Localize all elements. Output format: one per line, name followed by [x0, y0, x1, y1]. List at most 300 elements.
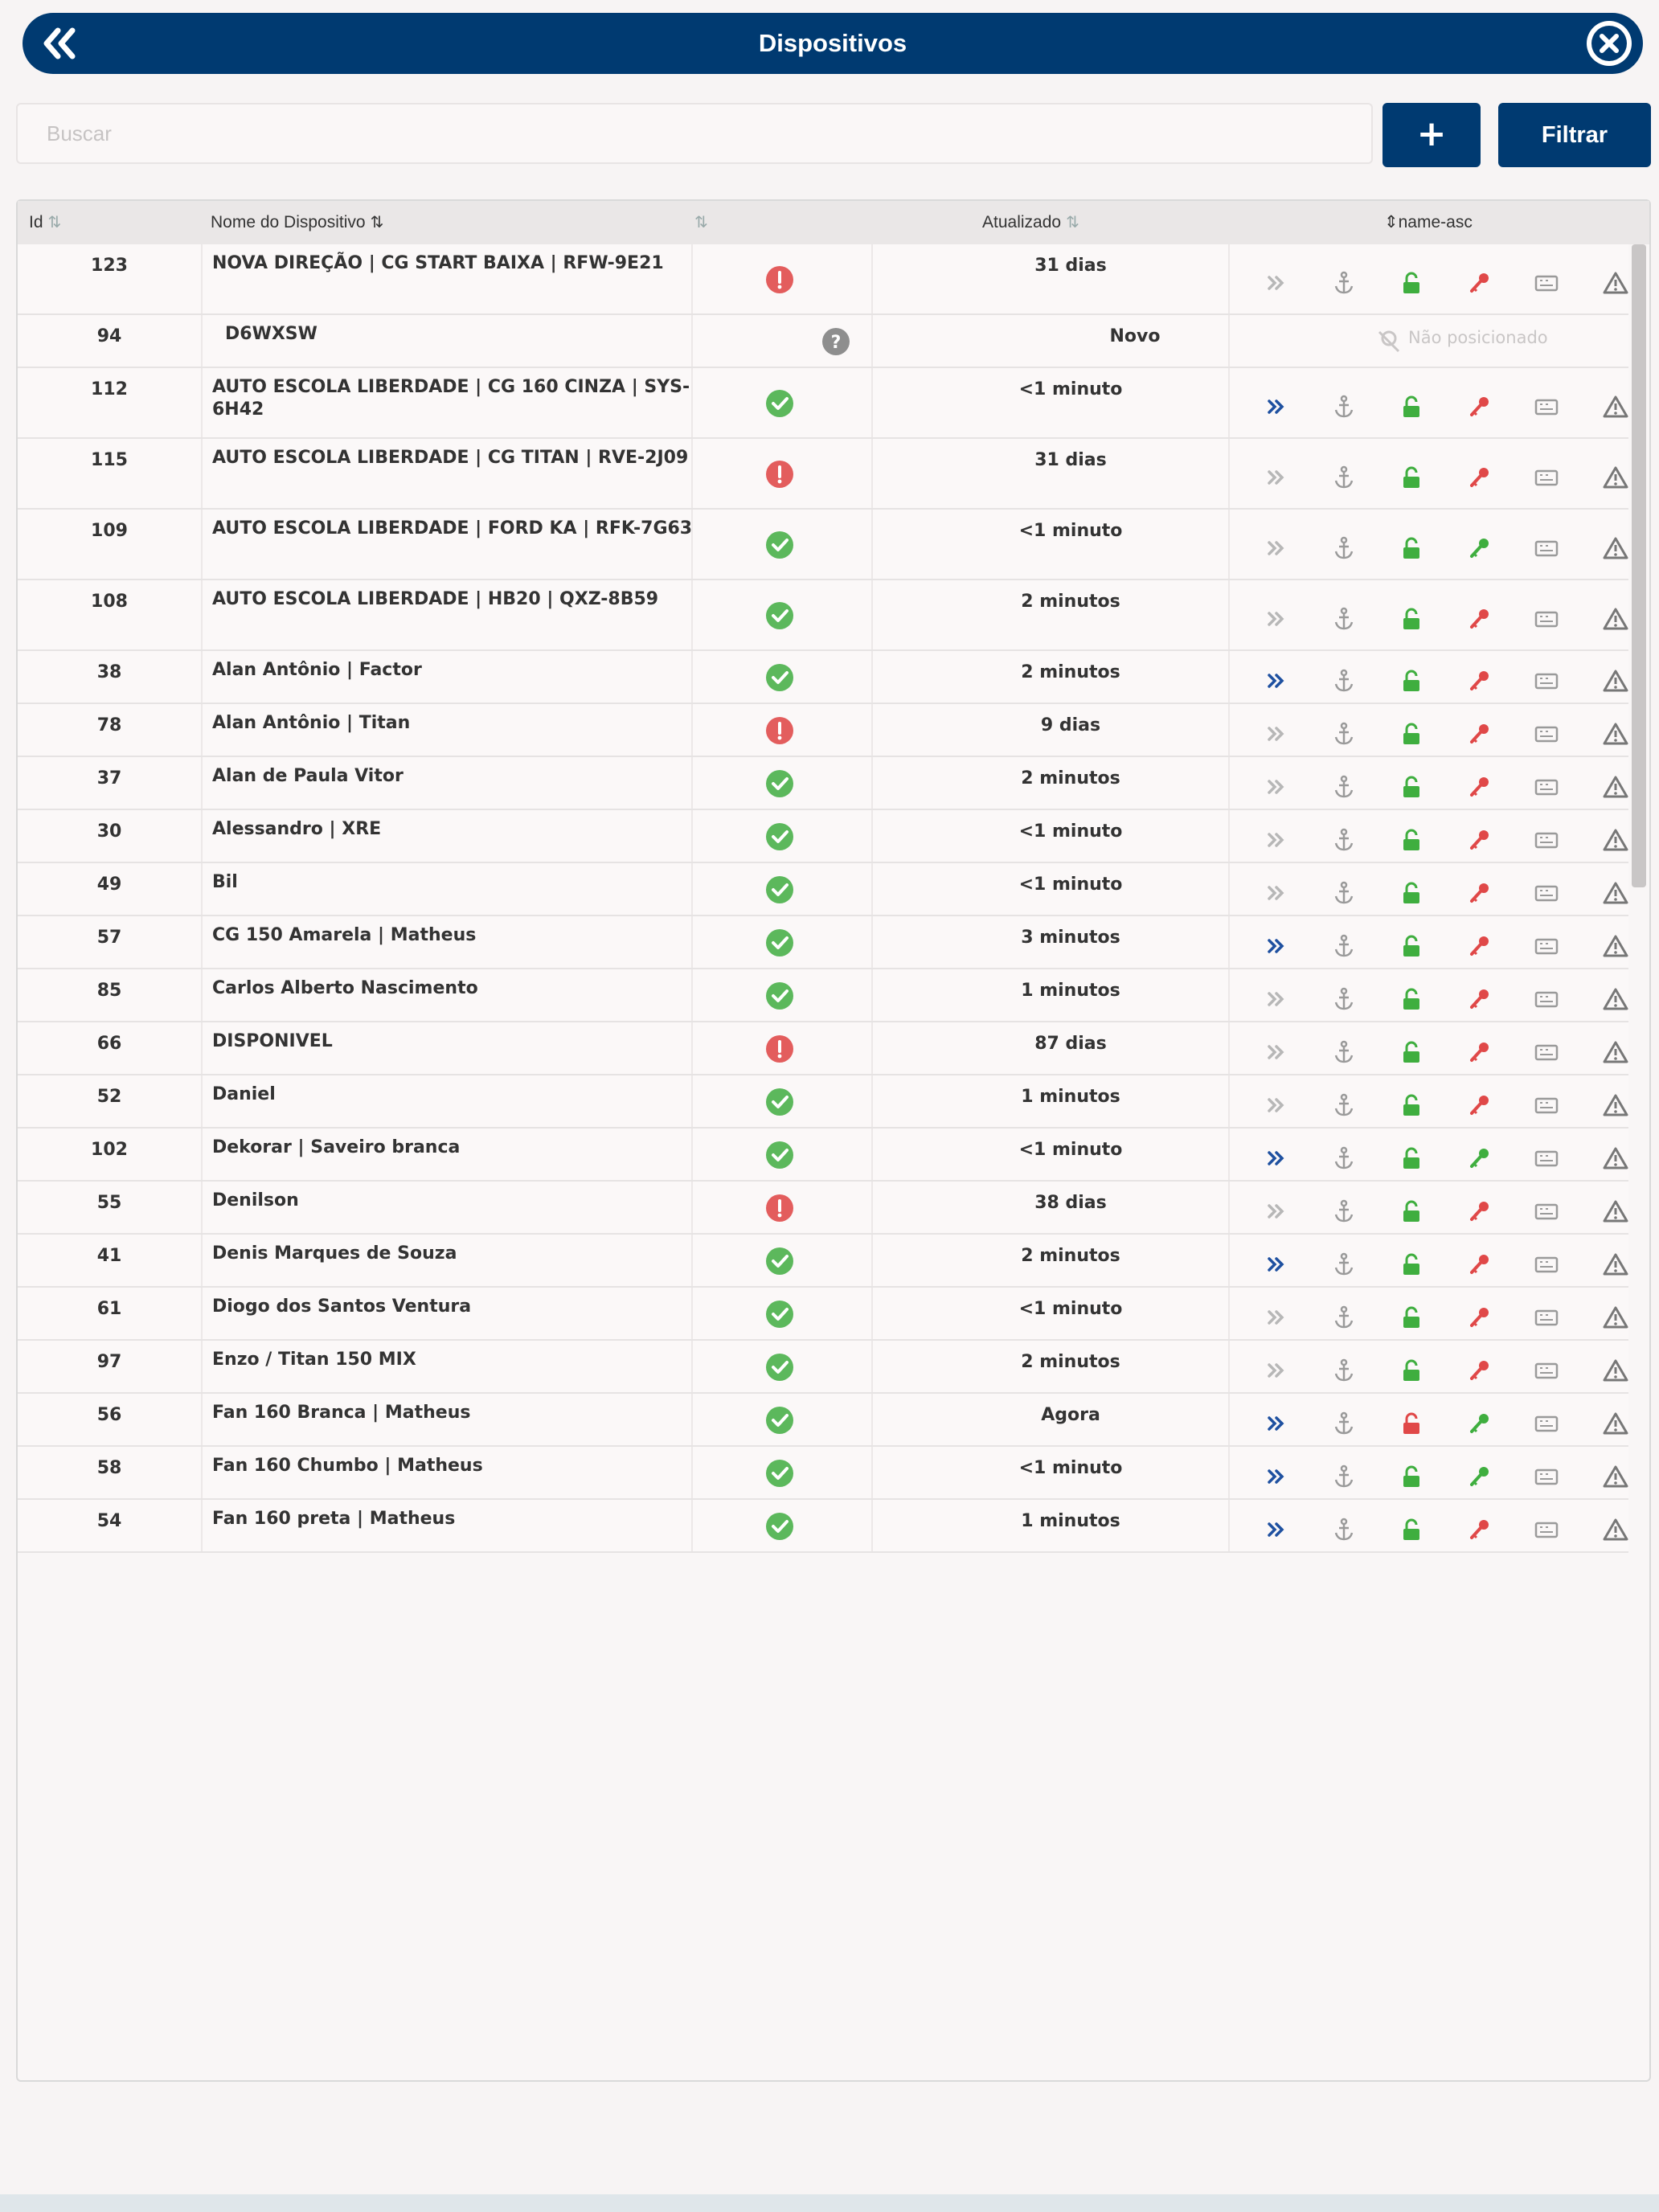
last-update: 3 minutos	[1021, 928, 1120, 948]
follow-icon[interactable]	[1262, 825, 1291, 854]
lock-icon[interactable]	[1397, 268, 1426, 297]
follow-icon[interactable]	[1262, 985, 1291, 1014]
keyboard-icon[interactable]	[1532, 719, 1561, 748]
column-divider	[1228, 1235, 1230, 1286]
column-header-id[interactable]: Id ⇅	[29, 213, 62, 231]
keyboard-icon[interactable]	[1532, 1515, 1561, 1544]
column-divider	[201, 1235, 203, 1286]
table-row[interactable]	[18, 580, 1628, 651]
warning-triangle-icon[interactable]	[1601, 463, 1630, 492]
sort-icon: ⇅	[1066, 214, 1079, 231]
column-divider	[1228, 1500, 1230, 1551]
table-row[interactable]	[18, 757, 1628, 810]
device-id: 109	[91, 521, 128, 541]
follow-icon[interactable]	[1262, 772, 1291, 801]
follow-icon[interactable]	[1262, 534, 1291, 563]
column-divider	[871, 439, 873, 508]
keyboard-icon[interactable]	[1532, 604, 1561, 633]
status-ok-icon	[765, 1406, 794, 1435]
device-name[interactable]: Fan 160 Chumbo | Matheus	[212, 1456, 483, 1476]
close-button[interactable]	[1587, 21, 1632, 66]
anchor-icon[interactable]	[1329, 1409, 1358, 1438]
table-row[interactable]	[18, 510, 1628, 580]
table-row[interactable]	[18, 1500, 1628, 1553]
column-divider	[871, 510, 873, 579]
column-divider	[871, 1500, 873, 1551]
warning-triangle-icon[interactable]	[1601, 1197, 1630, 1226]
anchor-icon[interactable]	[1329, 1197, 1358, 1226]
status-ok-icon	[765, 530, 794, 559]
device-name[interactable]: Denilson	[212, 1190, 299, 1210]
anchor-icon[interactable]	[1329, 666, 1358, 695]
key-icon[interactable]	[1464, 1409, 1493, 1438]
lock-icon[interactable]	[1397, 1462, 1426, 1491]
column-header-updated[interactable]: Atualizado ⇅	[982, 213, 1079, 231]
warning-triangle-icon[interactable]	[1601, 772, 1630, 801]
column-divider	[201, 810, 203, 862]
sort-caret-icon: ⇕	[1384, 213, 1399, 231]
status-ok-icon	[765, 1141, 794, 1169]
follow-icon[interactable]	[1262, 1250, 1291, 1279]
key-icon[interactable]	[1464, 604, 1493, 633]
column-divider	[1228, 916, 1230, 968]
last-update: <1 minuto	[1018, 379, 1123, 399]
key-icon[interactable]	[1464, 1038, 1493, 1067]
follow-icon[interactable]	[1262, 1409, 1291, 1438]
last-update: 31 dias	[1034, 450, 1107, 470]
column-header-name[interactable]: Nome do Dispositivo ⇅	[211, 213, 384, 231]
last-update: 2 minutos	[1021, 768, 1120, 789]
anchor-icon[interactable]	[1329, 879, 1358, 907]
keyboard-icon[interactable]	[1532, 1038, 1561, 1067]
device-name[interactable]: AUTO ESCOLA LIBERDADE | HB20 | QXZ-8B59	[212, 589, 659, 609]
key-icon[interactable]	[1464, 1197, 1493, 1226]
filter-button[interactable]: Filtrar	[1498, 103, 1651, 167]
key-icon[interactable]	[1464, 463, 1493, 492]
follow-icon[interactable]	[1262, 1091, 1291, 1120]
lock-icon[interactable]	[1397, 534, 1426, 563]
page-title: Dispositivos	[758, 29, 907, 57]
status-ok-icon	[765, 389, 794, 418]
table-row[interactable]	[18, 439, 1628, 510]
column-divider	[871, 1341, 873, 1392]
device-id: 55	[96, 1193, 122, 1213]
column-divider	[871, 1394, 873, 1445]
follow-icon[interactable]	[1262, 604, 1291, 633]
follow-icon[interactable]	[1262, 1303, 1291, 1332]
column-divider	[201, 863, 203, 915]
follow-icon[interactable]	[1262, 1144, 1291, 1173]
lock-icon[interactable]	[1397, 1091, 1426, 1120]
warning-triangle-icon[interactable]	[1601, 1462, 1630, 1491]
column-divider	[871, 1075, 873, 1127]
key-icon[interactable]	[1464, 666, 1493, 695]
key-icon[interactable]	[1464, 1303, 1493, 1332]
anchor-icon[interactable]	[1329, 1515, 1358, 1544]
table-row[interactable]	[18, 1129, 1628, 1182]
sort-icon: ⇅	[47, 214, 62, 231]
lock-icon[interactable]	[1397, 719, 1426, 748]
warning-triangle-icon[interactable]	[1601, 604, 1630, 633]
warning-triangle-icon[interactable]	[1601, 1250, 1630, 1279]
key-icon[interactable]	[1464, 772, 1493, 801]
device-name[interactable]: Diogo dos Santos Ventura	[212, 1296, 472, 1317]
anchor-icon[interactable]	[1329, 932, 1358, 961]
column-divider	[201, 1129, 203, 1180]
follow-icon[interactable]	[1262, 463, 1291, 492]
device-name[interactable]: NOVA DIREÇÃO | CG START BAIXA | RFW-9E21	[212, 253, 664, 273]
device-name[interactable]: Alan Antônio | Titan	[212, 713, 411, 733]
follow-icon[interactable]	[1262, 719, 1291, 748]
devices-table	[16, 199, 1651, 2082]
follow-icon[interactable]	[1262, 1515, 1291, 1544]
keyboard-icon[interactable]	[1532, 1091, 1561, 1120]
last-update: <1 minuto	[1018, 875, 1123, 895]
device-id: 112	[91, 379, 128, 399]
column-divider	[871, 1235, 873, 1286]
lock-icon[interactable]	[1397, 1038, 1426, 1067]
keyboard-icon[interactable]	[1532, 879, 1561, 907]
keyboard-icon[interactable]	[1532, 268, 1561, 297]
last-update: 31 dias	[1034, 256, 1107, 276]
column-divider	[201, 244, 203, 313]
status-ok-icon	[765, 663, 794, 692]
lock-icon[interactable]	[1397, 463, 1426, 492]
column-divider	[201, 1022, 203, 1074]
column-header-status-sort-icon[interactable]: ⇅	[694, 214, 708, 231]
warning-triangle-icon[interactable]	[1601, 825, 1630, 854]
device-name[interactable]: Fan 160 Branca | Matheus	[212, 1403, 471, 1423]
warning-triangle-icon[interactable]	[1601, 1144, 1630, 1173]
key-icon[interactable]	[1464, 1356, 1493, 1385]
follow-icon[interactable]	[1262, 879, 1291, 907]
last-update: 2 minutos	[1021, 662, 1120, 682]
warning-triangle-icon[interactable]	[1601, 1356, 1630, 1385]
anchor-icon[interactable]	[1329, 1303, 1358, 1332]
anchor-icon[interactable]	[1329, 534, 1358, 563]
column-divider	[201, 1182, 203, 1233]
warning-triangle-icon[interactable]	[1601, 1091, 1630, 1120]
device-name[interactable]: Bil	[212, 872, 238, 892]
device-name[interactable]: DISPONIVEL	[212, 1031, 333, 1051]
column-divider	[871, 916, 873, 968]
keyboard-icon[interactable]	[1532, 392, 1561, 421]
column-divider	[1228, 1075, 1230, 1127]
key-icon[interactable]	[1464, 932, 1493, 961]
keyboard-icon[interactable]	[1532, 825, 1561, 854]
column-divider	[201, 651, 203, 703]
anchor-icon[interactable]	[1329, 985, 1358, 1014]
table-row[interactable]	[18, 863, 1628, 916]
column-divider	[1228, 1288, 1230, 1339]
key-icon[interactable]	[1464, 1250, 1493, 1279]
lock-icon[interactable]	[1397, 604, 1426, 633]
key-icon[interactable]	[1464, 879, 1493, 907]
anchor-icon[interactable]	[1329, 719, 1358, 748]
lock-icon[interactable]	[1397, 879, 1426, 907]
anchor-icon[interactable]	[1329, 772, 1358, 801]
anchor-icon[interactable]	[1329, 268, 1358, 297]
lock-icon[interactable]	[1397, 825, 1426, 854]
device-name[interactable]: Carlos Alberto Nascimento	[212, 978, 478, 998]
status-ok-icon	[765, 822, 794, 851]
anchor-icon[interactable]	[1329, 1144, 1358, 1173]
follow-icon[interactable]	[1262, 392, 1291, 421]
keyboard-icon[interactable]	[1532, 1144, 1561, 1173]
status-ok-icon	[765, 1300, 794, 1329]
device-name[interactable]: Dekorar | Saveiro branca	[212, 1137, 461, 1157]
column-divider	[871, 1288, 873, 1339]
follow-icon[interactable]	[1262, 932, 1291, 961]
anchor-icon[interactable]	[1329, 825, 1358, 854]
column-divider	[201, 1500, 203, 1551]
lock-icon[interactable]	[1397, 932, 1426, 961]
keyboard-icon[interactable]	[1532, 932, 1561, 961]
sort-active-icon: ⇅	[370, 214, 384, 231]
device-name[interactable]: AUTO ESCOLA LIBERDADE | CG 160 CINZA | SYS-6H42	[212, 377, 690, 420]
table-row[interactable]	[18, 1394, 1628, 1447]
device-id: 58	[96, 1458, 122, 1478]
column-divider	[1228, 580, 1230, 649]
column-divider	[201, 1447, 203, 1498]
keyboard-icon[interactable]	[1532, 1197, 1561, 1226]
device-id: 85	[96, 981, 122, 1001]
follow-icon[interactable]	[1262, 1197, 1291, 1226]
key-icon[interactable]	[1464, 1462, 1493, 1491]
key-icon[interactable]	[1464, 825, 1493, 854]
anchor-icon[interactable]	[1329, 1250, 1358, 1279]
column-divider	[201, 510, 203, 579]
keyboard-icon[interactable]	[1532, 985, 1561, 1014]
table-row[interactable]	[18, 1341, 1628, 1394]
column-divider	[871, 1182, 873, 1233]
last-update: 1 minutos	[1021, 1511, 1120, 1531]
keyboard-icon[interactable]	[1532, 1409, 1561, 1438]
device-id: 97	[96, 1352, 122, 1372]
table-row[interactable]	[18, 704, 1628, 757]
last-update: <1 minuto	[1018, 821, 1123, 842]
lock-icon[interactable]	[1397, 1409, 1426, 1438]
device-name[interactable]: AUTO ESCOLA LIBERDADE | FORD KA | RFK-7G63	[212, 518, 693, 539]
status-error-icon	[765, 460, 794, 489]
follow-icon[interactable]	[1262, 1356, 1291, 1385]
anchor-icon[interactable]	[1329, 1038, 1358, 1067]
lock-icon[interactable]	[1397, 1515, 1426, 1544]
device-id: 57	[96, 928, 122, 948]
table-row[interactable]	[18, 1182, 1628, 1235]
column-divider	[1228, 810, 1230, 862]
keyboard-icon[interactable]	[1532, 772, 1561, 801]
column-divider	[201, 1341, 203, 1392]
anchor-icon[interactable]	[1329, 392, 1358, 421]
search-input[interactable]	[16, 103, 1373, 164]
follow-icon[interactable]	[1262, 268, 1291, 297]
table-row[interactable]	[18, 810, 1628, 863]
column-divider	[1228, 1129, 1230, 1180]
lock-icon[interactable]	[1397, 1197, 1426, 1226]
column-divider	[201, 439, 203, 508]
device-name[interactable]: Alan de Paula Vitor	[212, 766, 403, 786]
column-divider	[871, 244, 873, 313]
column-divider	[1228, 368, 1230, 437]
anchor-icon[interactable]	[1329, 604, 1358, 633]
warning-triangle-icon[interactable]	[1601, 985, 1630, 1014]
device-id: 38	[96, 662, 122, 682]
follow-icon[interactable]	[1262, 1462, 1291, 1491]
status-error-icon	[765, 1034, 794, 1063]
device-name[interactable]: Alan Antônio | Factor	[212, 660, 422, 680]
table-row[interactable]	[18, 1022, 1628, 1075]
column-divider	[871, 1129, 873, 1180]
status-ok-icon	[765, 928, 794, 957]
key-icon[interactable]	[1464, 392, 1493, 421]
status-ok-icon	[765, 875, 794, 904]
column-divider	[1228, 1394, 1230, 1445]
last-update: 38 dias	[1034, 1193, 1107, 1213]
status-ok-icon	[765, 1512, 794, 1541]
column-divider	[1228, 757, 1230, 809]
table-row[interactable]	[18, 1447, 1628, 1500]
lock-icon[interactable]	[1397, 772, 1426, 801]
column-divider	[201, 1394, 203, 1445]
warning-triangle-icon[interactable]	[1601, 719, 1630, 748]
no-location-icon	[1374, 327, 1403, 356]
column-divider	[871, 651, 873, 703]
column-divider	[1228, 863, 1230, 915]
warning-triangle-icon[interactable]	[1601, 392, 1630, 421]
device-id: 37	[96, 768, 122, 789]
lock-icon[interactable]	[1397, 1303, 1426, 1332]
last-update: 2 minutos	[1021, 592, 1120, 612]
column-divider	[201, 704, 203, 756]
device-name[interactable]: Fan 160 preta | Matheus	[212, 1509, 456, 1529]
device-id: 54	[96, 1511, 122, 1531]
warning-triangle-icon[interactable]	[1601, 1038, 1630, 1067]
table-row[interactable]	[18, 244, 1628, 315]
column-divider	[201, 1288, 203, 1339]
status-unknown-icon	[821, 327, 850, 356]
lock-icon[interactable]	[1397, 666, 1426, 695]
lock-icon[interactable]	[1397, 392, 1426, 421]
warning-triangle-icon[interactable]	[1601, 1303, 1630, 1332]
column-divider	[201, 969, 203, 1021]
table-scrollbar[interactable]	[1632, 244, 1646, 887]
keyboard-icon[interactable]	[1532, 1250, 1561, 1279]
last-update: 9 dias	[1040, 715, 1101, 735]
last-update: 1 minutos	[1021, 1087, 1120, 1107]
lock-icon[interactable]	[1397, 1144, 1426, 1173]
device-id: 102	[91, 1140, 128, 1160]
keyboard-icon[interactable]	[1532, 666, 1561, 695]
warning-triangle-icon[interactable]	[1601, 879, 1630, 907]
last-update: <1 minuto	[1018, 1458, 1123, 1478]
warning-triangle-icon[interactable]	[1601, 268, 1630, 297]
table-row[interactable]	[18, 315, 1628, 368]
keyboard-icon[interactable]	[1532, 1356, 1561, 1385]
warning-triangle-icon[interactable]	[1601, 1515, 1630, 1544]
close-icon	[1587, 21, 1632, 66]
column-divider	[1228, 1447, 1230, 1498]
anchor-icon[interactable]	[1329, 1462, 1358, 1491]
column-divider	[1228, 969, 1230, 1021]
lock-icon[interactable]	[1397, 985, 1426, 1014]
lock-icon[interactable]	[1397, 1250, 1426, 1279]
table-row[interactable]	[18, 916, 1628, 969]
key-icon[interactable]	[1464, 985, 1493, 1014]
table-row[interactable]	[18, 1235, 1628, 1288]
table-row[interactable]	[18, 651, 1628, 704]
anchor-icon[interactable]	[1329, 1356, 1358, 1385]
device-id: 115	[91, 450, 128, 470]
device-id: 52	[96, 1087, 122, 1107]
device-name[interactable]: Denis Marques de Souza	[212, 1243, 457, 1264]
column-divider	[871, 1022, 873, 1074]
device-id: 108	[91, 592, 128, 612]
add-device-button[interactable]: +	[1382, 103, 1481, 167]
warning-triangle-icon[interactable]	[1601, 534, 1630, 563]
warning-triangle-icon[interactable]	[1601, 932, 1630, 961]
device-name[interactable]: AUTO ESCOLA LIBERDADE | CG TITAN | RVE-2J09	[212, 448, 689, 468]
warning-triangle-icon[interactable]	[1601, 1409, 1630, 1438]
column-divider	[1228, 651, 1230, 703]
key-icon[interactable]	[1464, 1091, 1493, 1120]
last-update: Agora	[1041, 1405, 1100, 1425]
follow-icon[interactable]	[1262, 1038, 1291, 1067]
warning-triangle-icon[interactable]	[1601, 666, 1630, 695]
device-name[interactable]: CG 150 Amarela | Matheus	[212, 925, 477, 945]
keyboard-icon[interactable]	[1532, 463, 1561, 492]
device-id: 56	[96, 1405, 122, 1425]
device-id: 41	[96, 1246, 122, 1266]
device-name[interactable]: Enzo / Titan 150 MIX	[212, 1350, 416, 1370]
last-update: <1 minuto	[1018, 1140, 1123, 1160]
device-name[interactable]: Daniel	[212, 1084, 276, 1104]
bottom-strip	[0, 2194, 1659, 2212]
keyboard-icon[interactable]	[1532, 1462, 1561, 1491]
column-divider	[1228, 1182, 1230, 1233]
keyboard-icon[interactable]	[1532, 1303, 1561, 1332]
table-row[interactable]	[18, 1075, 1628, 1129]
anchor-icon[interactable]	[1329, 463, 1358, 492]
follow-icon[interactable]	[1262, 666, 1291, 695]
key-icon[interactable]	[1464, 1515, 1493, 1544]
column-divider	[871, 704, 873, 756]
column-divider	[1228, 439, 1230, 508]
status-ok-icon	[765, 1088, 794, 1116]
last-update: Novo	[1109, 326, 1161, 346]
lock-icon[interactable]	[1397, 1356, 1426, 1385]
sort-selector[interactable]: ⇕name-asc	[1384, 213, 1473, 231]
keyboard-icon[interactable]	[1532, 534, 1561, 563]
device-name[interactable]: Alessandro | XRE	[212, 819, 382, 839]
status-error-icon	[765, 716, 794, 745]
key-icon[interactable]	[1464, 719, 1493, 748]
key-icon[interactable]	[1464, 534, 1493, 563]
column-divider	[1228, 1341, 1230, 1392]
status-ok-icon	[765, 1247, 794, 1276]
table-row[interactable]	[18, 969, 1628, 1022]
table-row[interactable]	[18, 368, 1628, 439]
anchor-icon[interactable]	[1329, 1091, 1358, 1120]
key-icon[interactable]	[1464, 268, 1493, 297]
column-divider	[201, 757, 203, 809]
column-divider	[871, 810, 873, 862]
table-row[interactable]	[18, 1288, 1628, 1341]
no-position-label: Não posicionado	[1408, 328, 1548, 347]
key-icon[interactable]	[1464, 1144, 1493, 1173]
column-divider	[1228, 1022, 1230, 1074]
device-name[interactable]: D6WXSW	[225, 324, 317, 344]
